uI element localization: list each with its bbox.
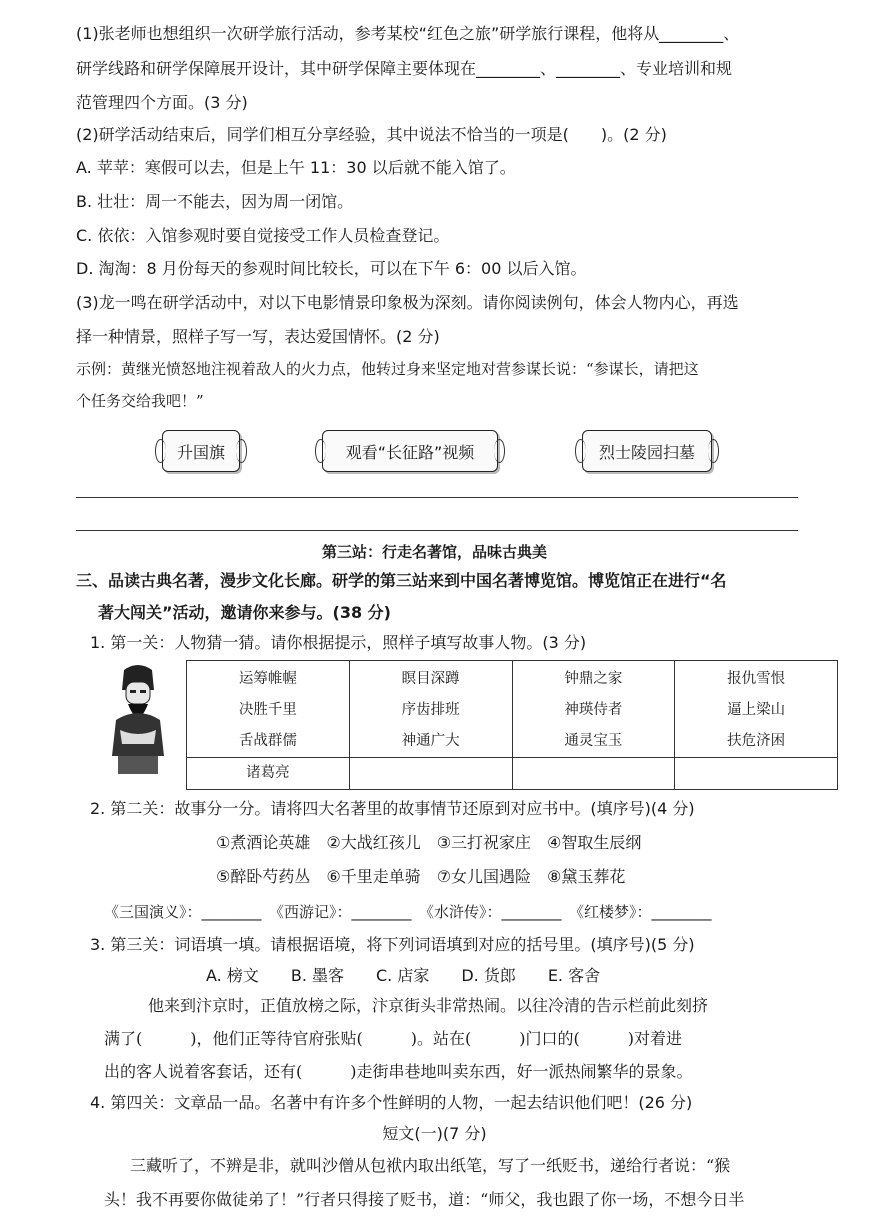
station3-intro-line1: 三、品读古典名著，漫步文化长廊。研学的第三站来到中国名著博览馆。博览馆正在进行“名 — [76, 571, 727, 590]
q3-line2: 择一种情景，照样子写一写，表达爱国情怀。(2 分) — [76, 327, 440, 346]
hint-cell: 运筹帷幄 决胜千里 舌战群儒 — [187, 661, 350, 758]
q1-line2: 研学线路和研学保障展开设计，其中研学保障主要体现在________、________、专业培训和规 — [76, 59, 733, 78]
q3-options: A. 榜文 B. 墨客 C. 店家 D. 货郎 E. 客舍 — [206, 966, 601, 985]
scene-label: 烈士陵园扫墓 — [598, 442, 695, 462]
q3-line1: (3)龙一鸣在研学活动中，对以下电影情景印象极为深刻。请你阅读例句，体会人物内心，再选 — [76, 293, 739, 312]
q2-option-c: C. 依依：入馆参观时要自觉接受工作人员检查登记。 — [76, 226, 450, 245]
q2-option-d: D. 淘淘：8 月份每天的参观时间比较长，可以在下午 6：00 以后入馆。 — [76, 259, 587, 278]
q1-line1: (1)张老师也想组织一次研学旅行活动，参考某校“红色之旅”研学旅行课程，他将从________、 — [76, 24, 740, 43]
example-line2: 个任务交给我吧！” — [76, 392, 204, 410]
q3-passage-line3: 出的客人说着客套话，还有( )走街串巷地叫卖东西，好一派热闹繁华的景象。 — [104, 1062, 693, 1081]
scene-label: 升国旗 — [176, 442, 225, 462]
q2-items-line2: ⑤醉卧芍药丛 ⑥千里走单骑 ⑦女儿国遇险 ⑧黛玉葬花 — [216, 867, 626, 886]
scene-banner-video — [322, 430, 498, 472]
q2-option-a: A. 苹苹：寒假可以去，但是上午 11：30 以后就不能入馆了。 — [76, 158, 516, 177]
example-line1: 示例：黄继光愤怒地注视着敌人的火力点，他转过身来坚定地对营参谋长说：“参谋长，请把这 — [76, 360, 699, 378]
answer-cell[interactable] — [512, 758, 675, 790]
q4-stem: 4. 第四关：文章品一品。名著中有许多个性鲜明的人物，一起去结识他们吧！(26 分) — [90, 1093, 693, 1112]
answer-line — [76, 530, 798, 531]
hint-cell: 瞑目深蹲 序齿排班 神通广大 — [349, 661, 512, 758]
scene-label: 观看“长征路”视频 — [345, 442, 475, 462]
q1-stem: 1. 第一关：人物猜一猜。请你根据提示，照样子填写故事人物。(3 分) — [90, 633, 587, 652]
hint-cell: 钟鼎之家 神瑛侍者 通灵宝玉 — [512, 661, 675, 758]
q2-books: 《三国演义》：________ 《西游记》：________ 《水浒传》：________ 《红楼梦》：________ — [104, 903, 712, 921]
q1-line3: 范管理四个方面。(3 分) — [76, 93, 248, 112]
q3-passage-line1: 他来到汴京时，正值放榜之际，汴京街头非常热闹。以往冷清的告示栏前此刻挤 — [148, 996, 709, 1015]
q2-stem-2: 2. 第二关：故事分一分。请将四大名著里的故事情节还原到对应书中。(填序号)(4 分) — [90, 799, 695, 818]
character-table — [186, 660, 838, 790]
answer-cell: 诸葛亮 — [187, 758, 350, 790]
q2-option-b: B. 壮壮：周一不能去，因为周一闭馆。 — [76, 192, 354, 211]
answer-line — [76, 497, 798, 498]
q2-items-line1: ①煮酒论英雄 ②大战红孩儿 ③三打祝家庄 ④智取生辰纲 — [216, 833, 642, 852]
hint-cell: 报仇雪恨 逼上梁山 扶危济困 — [675, 661, 838, 758]
scene-banner-cemetery — [582, 430, 712, 472]
q3-stem: 3. 第三关：词语填一填。请根据语境，将下列词语填到对应的括号里。(填序号)(5 分) — [90, 935, 695, 954]
opera-figure-image — [104, 660, 172, 780]
q4-text-line1: 三藏听了，不辨是非，就叫沙僧从包袱内取出纸笔，写了一纸贬书，递给行者说：“猴 — [130, 1156, 731, 1175]
q3-passage-line2: 满了( )，他们正等待官府张贴( )。站在( )门口的( )对着进 — [104, 1029, 682, 1048]
station3-intro-line2: 著大闯关”活动，邀请你来参与。(38 分) — [98, 603, 391, 622]
q4-text-line2: 头！我不再要你做徒弟了！”行者只得接了贬书，道：“师父，我也跟了你一场，不想今日半 — [104, 1190, 745, 1209]
station3-title: 第三站：行走名著馆，品味古典美 — [321, 543, 547, 561]
scene-banner-flag — [162, 430, 240, 472]
q2-stem: (2)研学活动结束后，同学们相互分享经验，其中说法不恰当的一项是( )。(2 分) — [76, 125, 667, 144]
q4-subtitle: 短文(一)(7 分) — [382, 1124, 487, 1143]
answer-cell[interactable] — [675, 758, 838, 790]
answer-cell[interactable] — [349, 758, 512, 790]
